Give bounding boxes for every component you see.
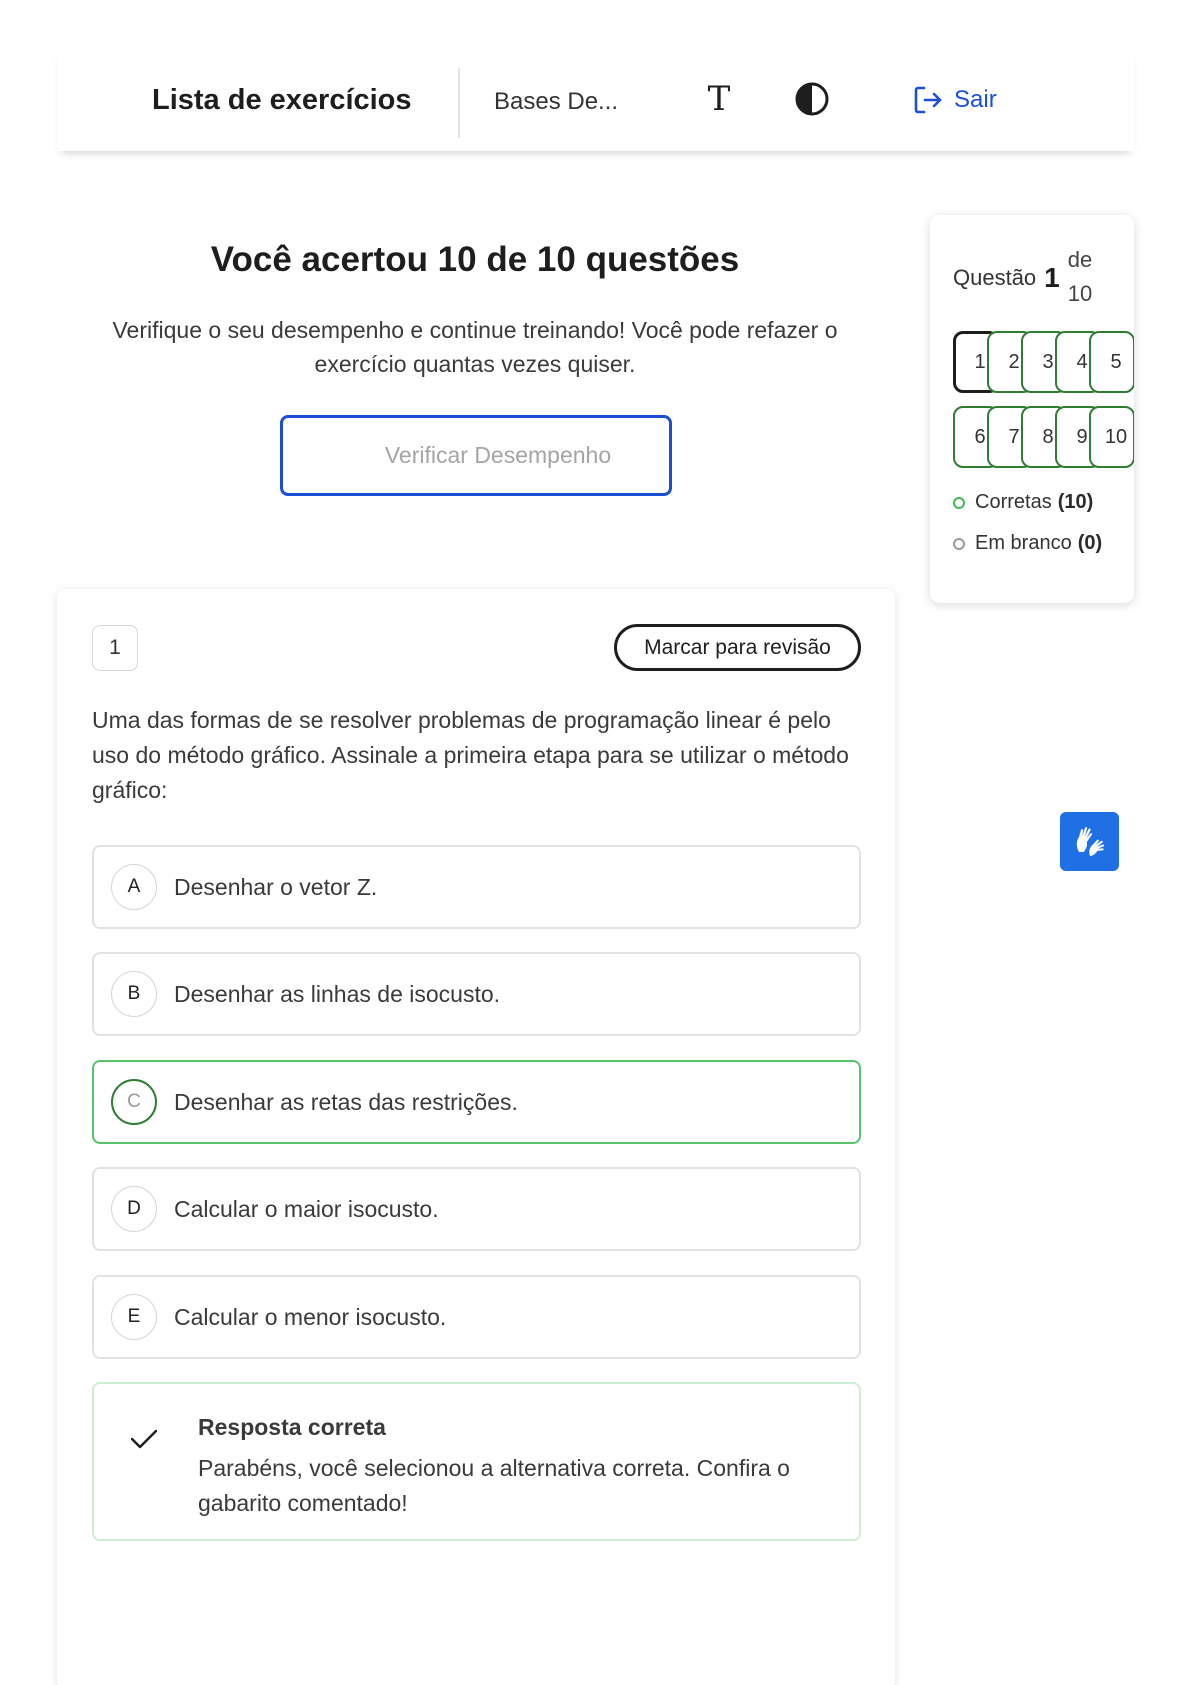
feedback-text: Parabéns, você selecionou a alternativa correta. Confira o gabarito comentado! [198,1455,790,1516]
option-letter: A [111,864,157,910]
header-divider [458,68,460,138]
question-grid-row [953,331,1134,393]
option-text: Desenhar as linhas de isocusto. [174,980,501,1007]
option-a[interactable] [92,845,861,929]
legend-blank-count: (0) [1077,532,1103,554]
question-nav-item[interactable]: 10 [1089,406,1134,468]
option-letter: B [111,971,157,1017]
legend-blank-label: Em branco [975,532,1072,554]
contrast-button[interactable] [792,79,832,119]
option-b[interactable] [92,952,861,1036]
option-d[interactable] [92,1167,861,1251]
question-grid-row [953,406,1134,468]
question-nav-item[interactable]: 6 [953,406,999,468]
option-text: Calcular o maior isocusto. [174,1195,439,1222]
check-icon [129,1424,159,1454]
option-e[interactable] [92,1275,861,1359]
answer-feedback [92,1382,861,1541]
question-nav-item[interactable]: 3 [1021,331,1067,393]
feedback-title: Resposta correta [198,1414,386,1440]
contrast-icon [794,81,830,117]
verify-performance-button[interactable]: Verificar Desempenho [280,415,672,496]
legend-correct-label: Corretas [975,491,1052,513]
question-total-count: 10 [1067,281,1093,306]
option-letter: D [111,1186,157,1232]
option-text: Desenhar o vetor Z. [174,873,378,900]
result-description: Verifique o seu desempenho e continue treinando! Você pode refazer o exercício quantas vezes quiser. [112,317,838,377]
option-text: Desenhar as retas das restrições. [174,1088,518,1115]
question-indicator [953,245,1092,311]
question-nav-item[interactable]: 7 [987,406,1033,468]
question-legend [953,491,1102,573]
logout-label: Sair [954,86,997,113]
question-total [1068,243,1092,311]
question-card [57,589,895,1685]
text-size-button[interactable] [694,76,744,122]
question-nav-item[interactable]: 2 [987,331,1033,393]
sign-language-button[interactable] [1060,812,1119,871]
blank-dot-icon [953,538,965,550]
question-nav-item[interactable]: 4 [1055,331,1101,393]
option-text: Calcular o menor isocusto. [174,1303,447,1330]
question-number-badge: 1 [92,625,138,671]
legend-blank [953,532,1102,555]
mark-for-review-button[interactable]: Marcar para revisão [614,624,861,671]
question-indicator-label: Questão [953,265,1037,290]
option-c[interactable] [92,1060,861,1144]
question-nav-item[interactable]: 9 [1055,406,1101,468]
question-current-number: 1 [1044,262,1060,293]
option-letter: E [111,1294,157,1340]
question-navigator [930,215,1134,603]
sign-language-hands-icon [1070,822,1110,862]
result-title: Você acertou 10 de 10 questões [210,240,740,279]
logout-icon [912,84,944,116]
option-letter: C [111,1079,157,1125]
question-nav-item[interactable]: 8 [1021,406,1067,468]
legend-correct-count: (10) [1057,491,1094,513]
correct-dot-icon [953,497,965,509]
question-nav-item[interactable]: 1 [953,331,999,393]
top-bar [57,48,1134,151]
page-title: Lista de exercícios [152,84,412,116]
question-total-of: de [1067,247,1093,272]
question-statement: Uma das formas de se resolver problemas de programação linear é pelo uso do método gráfico. Assinale a primeira etapa para se utilizar o método gráfico: [92,707,849,803]
question-nav-item[interactable]: 5 [1089,331,1134,393]
logout-button[interactable] [912,84,997,116]
legend-correct [953,491,1102,514]
text-size-icon: T [707,79,731,119]
course-name[interactable]: Bases De... [494,88,619,115]
question-grid [953,331,1134,481]
